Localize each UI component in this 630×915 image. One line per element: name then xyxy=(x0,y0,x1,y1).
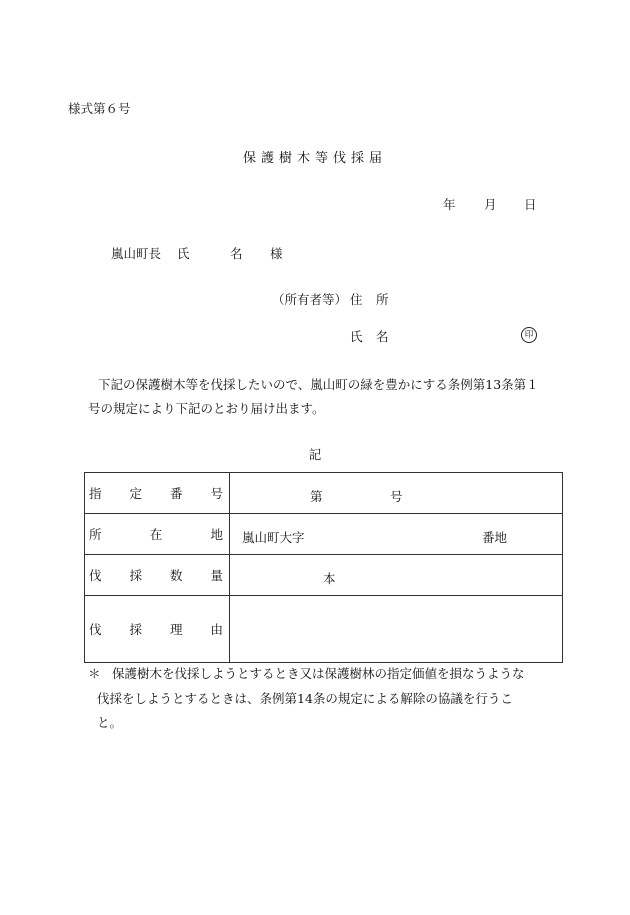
body-text-line-2: 号の規定により下記のとおり届け出ます。 xyxy=(88,401,325,416)
label-char: 伐 xyxy=(89,622,102,637)
value-reason[interactable] xyxy=(230,596,563,663)
quantity-unit: 本 xyxy=(323,571,336,586)
table-row-reason xyxy=(85,596,563,663)
label-char: 所 xyxy=(89,527,102,542)
document-title: 保護樹木等伐採届 xyxy=(242,151,387,166)
date-year-label: 年 xyxy=(443,197,456,212)
seal-mark: 印 xyxy=(521,327,537,343)
label-char: 在 xyxy=(149,527,163,542)
date-day-label: 日 xyxy=(524,197,537,212)
label-char: 番 xyxy=(169,486,183,501)
location-prefix: 嵐山町大字 xyxy=(242,530,305,545)
value-location[interactable] xyxy=(230,514,563,555)
label-quantity xyxy=(85,555,230,596)
details-table xyxy=(84,472,563,663)
addressee-honorific: 様 xyxy=(270,246,283,261)
designation-prefix: 第 xyxy=(310,489,323,504)
addressee-name-label-1: 氏 xyxy=(177,246,190,261)
location-suffix: 番地 xyxy=(482,530,508,545)
ki-heading: 記 xyxy=(308,447,322,462)
label-char: 伐 xyxy=(89,568,102,583)
table-row-quantity xyxy=(85,555,563,596)
note-line-2: 伐採をしようとするときは、条例第14条の規定による解除の協議を行うこ xyxy=(97,691,513,706)
label-char: 数 xyxy=(169,568,183,583)
label-location xyxy=(85,514,230,555)
table-row-designation-number xyxy=(85,473,563,514)
label-char: 理 xyxy=(169,622,183,637)
label-char: 採 xyxy=(129,622,142,637)
label-char: 由 xyxy=(210,622,223,637)
label-char: 定 xyxy=(129,486,142,501)
label-char: 指 xyxy=(89,486,102,501)
label-char: 号 xyxy=(210,486,223,501)
body-text-line-1: 下記の保護樹木等を伐採したいので、嵐山町の緑を豊かにする条例第13条第１ xyxy=(98,377,539,392)
label-char: 量 xyxy=(210,568,223,583)
name-label-1: 氏 xyxy=(350,329,363,344)
label-designation-number xyxy=(85,473,230,514)
form-number: 様式第６号 xyxy=(68,101,131,116)
name-label-2: 名 xyxy=(376,329,389,344)
address-label-2: 所 xyxy=(376,292,389,307)
label-char: 地 xyxy=(210,527,223,542)
note-asterisk: ＊ xyxy=(88,666,101,681)
owner-label: （所有者等） xyxy=(272,292,348,307)
date-month-label: 月 xyxy=(484,197,497,212)
note-line-3: と。 xyxy=(97,715,123,730)
table-row-location xyxy=(85,514,563,555)
address-label-1: 住 xyxy=(350,292,363,307)
note-line-1: 保護樹木を伐採しようとするとき又は保護樹林の指定価値を損なうような xyxy=(112,666,525,681)
addressee-mayor: 嵐山町長 xyxy=(111,246,162,261)
label-reason xyxy=(85,596,230,663)
label-char: 採 xyxy=(129,568,142,583)
designation-suffix: 号 xyxy=(390,489,403,504)
value-quantity[interactable] xyxy=(230,555,563,596)
value-designation-number[interactable] xyxy=(230,473,563,514)
addressee-name-label-2: 名 xyxy=(230,246,243,261)
